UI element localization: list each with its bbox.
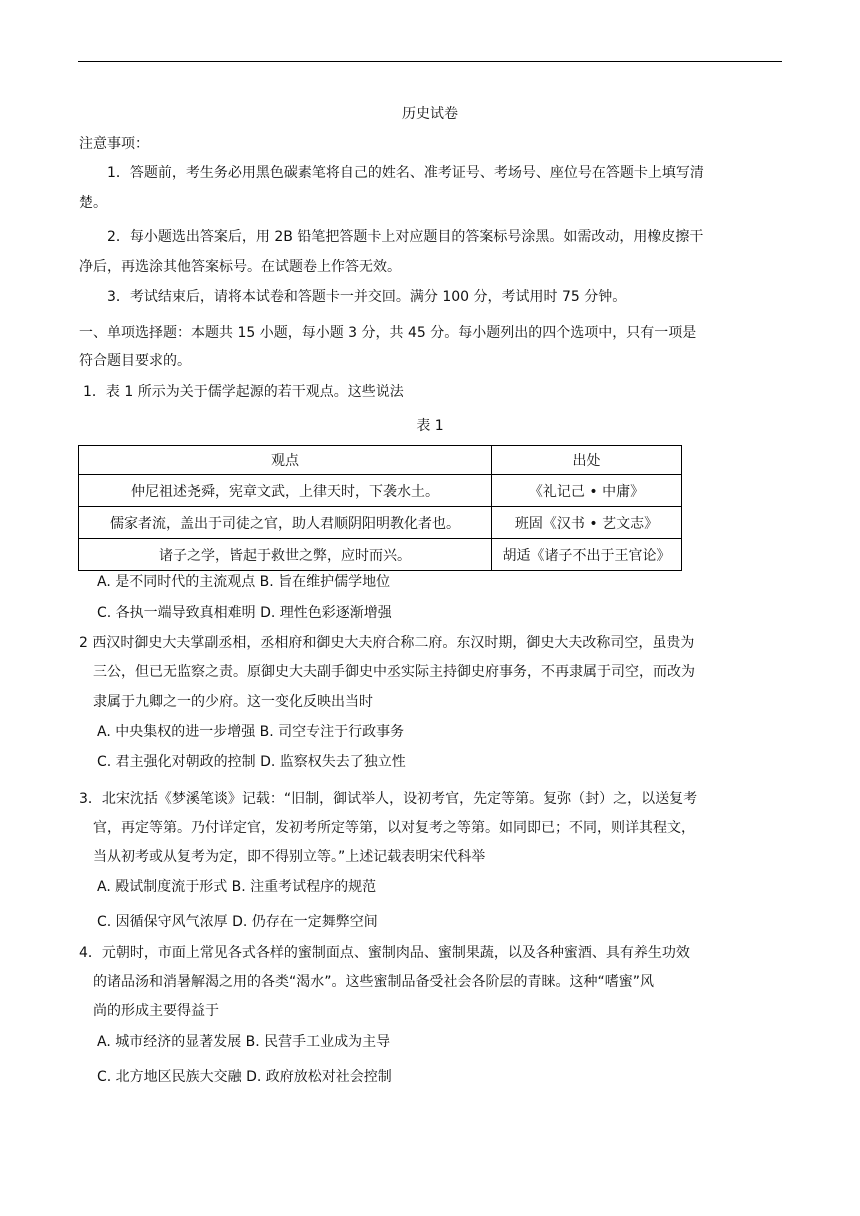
question-4-stem-cont: 的诸品汤和消暑解渴之用的各类“渴水”。这些蜜制品备受社会各阶层的青睐。这种“嗜蜜”风 (93, 974, 655, 990)
question-1-options-cd: C. 各执一端导致真相难明 D. 理性色彩逐渐增强 (97, 605, 392, 621)
section-heading: 一、单项选择题：本题共 15 小题，每小题 3 分，共 45 分。每小题列出的四个选项中，只有一项是 (79, 325, 697, 341)
question-1-options-ab: A. 是不同时代的主流观点 B. 旨在维护儒学地位 (97, 574, 391, 590)
viewpoints-table (78, 445, 682, 571)
table-row (79, 507, 682, 539)
notice-item-1-cont: 楚。 (79, 195, 107, 211)
question-2-options-cd: C. 君主强化对朝政的控制 D. 监察权失去了独立性 (97, 754, 406, 770)
table-cell: 胡适《诸子不出于王官论》 (492, 539, 682, 571)
question-2-options-ab: A. 中央集权的进一步增强 B. 司空专注于行政事务 (97, 724, 405, 740)
table-caption: 表 1 (416, 418, 444, 434)
table-header-cell: 出处 (492, 446, 682, 475)
question-3-stem: 3．北宋沈括《梦溪笔谈》记载：“旧制，御试举人，设初考官，先定等第。复弥（封）之，以送复考 (79, 791, 698, 807)
question-2-stem-cont: 隶属于九卿之一的少府。这一变化反映出当时 (93, 694, 373, 710)
header-rule (78, 61, 782, 62)
notice-item-3: 3．考试结束后，请将本试卷和答题卡一并交回。满分 100 分，考试用时 75 分钟。 (107, 289, 627, 305)
section-heading-cont: 符合题目要求的。 (79, 353, 191, 369)
table-cell: 仲尼祖述尧舜，宪章文武，上律天时，下袭水土。 (79, 475, 492, 507)
question-1-stem: 1．表 1 所示为关于儒学起源的若干观点。这些说法 (83, 384, 404, 400)
table-cell: 儒家者流，盖出于司徒之官，助人君顺阴阳明教化者也。 (79, 507, 492, 539)
question-4-options-ab: A. 城市经济的显著发展 B. 民营手工业成为主导 (97, 1034, 391, 1050)
notice-item-2: 2．每小题选出答案后，用 2B 铅笔把答题卡上对应题目的答案标号涂黑。如需改动，用橡皮擦干 (107, 229, 704, 245)
question-3-options-cd: C. 因循保守风气浓厚 D. 仍存在一定舞弊空间 (97, 914, 378, 930)
question-2-stem-cont: 三公，但已无监察之责。原御史大夫副手御史中丞实际主持御史府事务，不再隶属于司空，而改为 (93, 664, 695, 680)
table-cell: 《礼记己 • 中庸》 (492, 475, 682, 507)
table-header-row (79, 446, 682, 475)
notice-item-2-cont: 净后，再选涂其他答案标号。在试题卷上作答无效。 (79, 259, 401, 275)
question-4-stem-cont: 尚的形成主要得益于 (93, 1003, 219, 1019)
table-header-cell: 观点 (79, 446, 492, 475)
notice-item-1: 1．答题前，考生务必用黑色碳素笔将自己的姓名、准考证号、考场号、座位号在答题卡上填写清 (107, 165, 704, 181)
table-cell: 班固《汉书 • 艺文志》 (492, 507, 682, 539)
question-4-options-cd: C. 北方地区民族大交融 D. 政府放松对社会控制 (97, 1069, 392, 1085)
question-3-options-ab: A. 殿试制度流于形式 B. 注重考试程序的规范 (97, 879, 377, 895)
table-cell: 诸子之学，皆起于救世之弊，应时而兴。 (79, 539, 492, 571)
notice-heading: 注意事项： (79, 136, 149, 152)
page-title: 历史试卷 (402, 106, 458, 122)
question-3-stem-cont: 官，再定等第。乃付详定官，发初考所定等第，以对复考之等第。如同即已；不同，则详其程文， (93, 820, 695, 836)
table-row (79, 539, 682, 571)
question-3-stem-cont: 当从初考或从复考为定，即不得别立等。”上述记载表明宋代科举 (93, 849, 486, 865)
question-4-stem: 4．元朝时，市面上常见各式各样的蜜制面点、蜜制肉品、蜜制果蔬，以及各种蜜酒、具有养生功效 (79, 945, 690, 961)
question-2-stem: 2 西汉时御史大夫掌副丞相，丞相府和御史大夫府合称二府。东汉时期，御史大夫改称司空，虽贵为 (79, 635, 695, 651)
table-row (79, 475, 682, 507)
